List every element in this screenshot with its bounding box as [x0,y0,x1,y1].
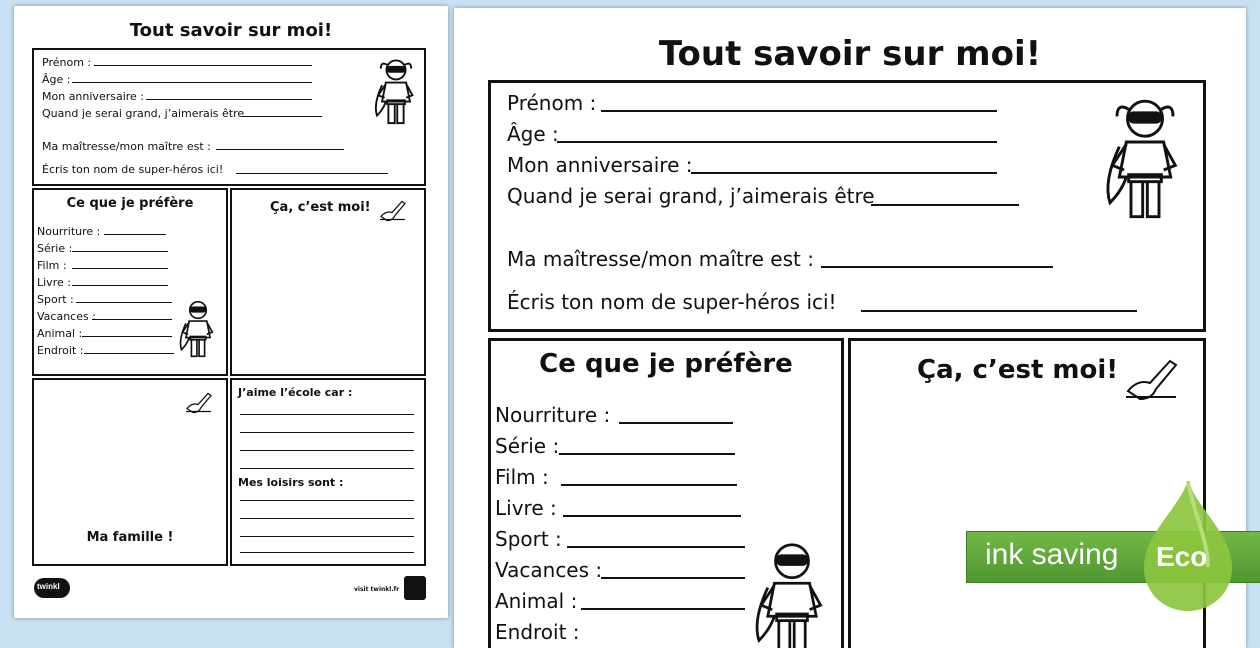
school-heading: J’aime l’école car : [238,386,353,399]
favorites-box [488,338,844,648]
teacher-label: Ma maîtresse/mon maître est : [42,140,211,153]
writing-hand-icon [184,388,214,414]
writing-hand-icon [1121,351,1183,401]
identity-box [488,80,1206,332]
hero-name-label: Écris ton nom de super-héros ici! [42,163,224,176]
school-line [240,432,414,433]
fav-place-label: Endroit : [495,620,580,644]
fav-film-line [561,484,737,486]
superhero-icon [747,537,837,648]
favorites-heading: Ce que je préfère [539,349,793,379]
ink-saving-badge[interactable] [966,479,1260,614]
favorites-heading: Ce que je préfère [66,196,194,211]
eco-label: Eco [1156,541,1208,572]
fav-book-line [563,515,741,517]
ink-saving-label: ink saving [985,538,1119,571]
hero-name-label: Écris ton nom de super-héros ici! [507,290,837,314]
first-name-label: Prénom : [507,91,597,115]
birthday-line [146,99,312,100]
family-heading: Ma famille ! [86,530,174,545]
birthday-label: Mon anniversaire : [507,153,693,177]
fav-food-line [104,234,166,235]
hobbies-line [240,500,414,501]
teacher-line [821,266,1053,268]
identity-box [32,48,426,186]
fav-series-label: Série : [495,434,560,458]
fav-holiday-line [92,319,172,320]
age-line [72,82,312,83]
twinkl-badge-icon [404,576,426,600]
fav-food-label: Nourriture : [37,225,101,238]
grown-up-label: Quand je serai grand, j’aimerais être [507,184,875,208]
fav-book-line [72,285,168,286]
hobbies-line [240,518,414,519]
fav-holiday-line [601,577,745,579]
grown-up-line [871,204,1019,206]
self-portrait-box[interactable] [230,188,426,376]
birthday-label: Mon anniversaire : [42,90,145,103]
fav-animal-line [581,608,745,610]
age-label: Âge : [42,73,71,86]
fav-animal-label: Animal : [37,327,83,340]
fav-film-label: Film : [495,465,549,489]
page-title: Tout savoir sur moi! [658,34,1042,74]
school-line [240,468,414,469]
first-name-line [601,110,997,112]
fav-sport-line [76,302,172,303]
school-hobbies-box [230,378,426,566]
fav-holiday-label: Vacances : [37,310,96,323]
fav-sport-line [567,546,745,548]
writing-hand-icon [378,196,408,222]
fav-food-label: Nourriture : [495,403,611,427]
superhero-icon [176,298,220,364]
superhero-icon [1097,93,1193,233]
fav-animal-label: Animal : [495,589,578,613]
hero-name-line [861,310,1137,312]
first-name-label: Prénom : [42,56,92,69]
school-line [240,414,414,415]
superhero-icon [370,56,422,132]
grown-up-line [242,116,322,117]
first-name-line [94,65,312,66]
age-line [557,141,997,143]
school-line [240,450,414,451]
hobbies-line [240,552,414,553]
website-link[interactable]: visit twinkl.fr [354,586,400,593]
fav-place-line [84,353,174,354]
twinkl-logo[interactable] [34,578,70,598]
hero-name-line [236,173,388,174]
fav-series-label: Série : [37,242,73,255]
favorites-box [32,188,228,376]
worksheet-thumbnail[interactable] [14,6,448,618]
age-label: Âge : [507,122,559,146]
fav-book-label: Livre : [37,276,71,289]
fav-series-line [559,453,735,455]
page-title: Tout savoir sur moi! [129,20,333,41]
self-portrait-heading: Ça, c’est moi! [917,355,1119,385]
hobbies-heading: Mes loisirs sont : [238,476,344,489]
teacher-line [216,149,344,150]
fav-animal-line [82,336,172,337]
self-portrait-heading: Ça, c’est moi! [270,200,371,215]
hobbies-line [240,536,414,537]
fav-series-line [72,251,168,252]
fav-sport-label: Sport : [495,527,562,551]
twinkl-logo-text: twinkl [37,582,60,591]
fav-sport-label: Sport : [37,293,74,306]
fav-place-label: Endroit : [37,344,84,357]
fav-food-line [619,422,733,424]
family-box[interactable] [32,378,228,566]
fav-holiday-label: Vacances : [495,558,603,582]
fav-film-label: Film : [37,259,67,272]
fav-film-line [72,268,168,269]
teacher-label: Ma maîtresse/mon maître est : [507,247,814,271]
grown-up-label: Quand je serai grand, j’aimerais être [42,107,245,120]
birthday-line [691,172,997,174]
fav-book-label: Livre : [495,496,557,520]
